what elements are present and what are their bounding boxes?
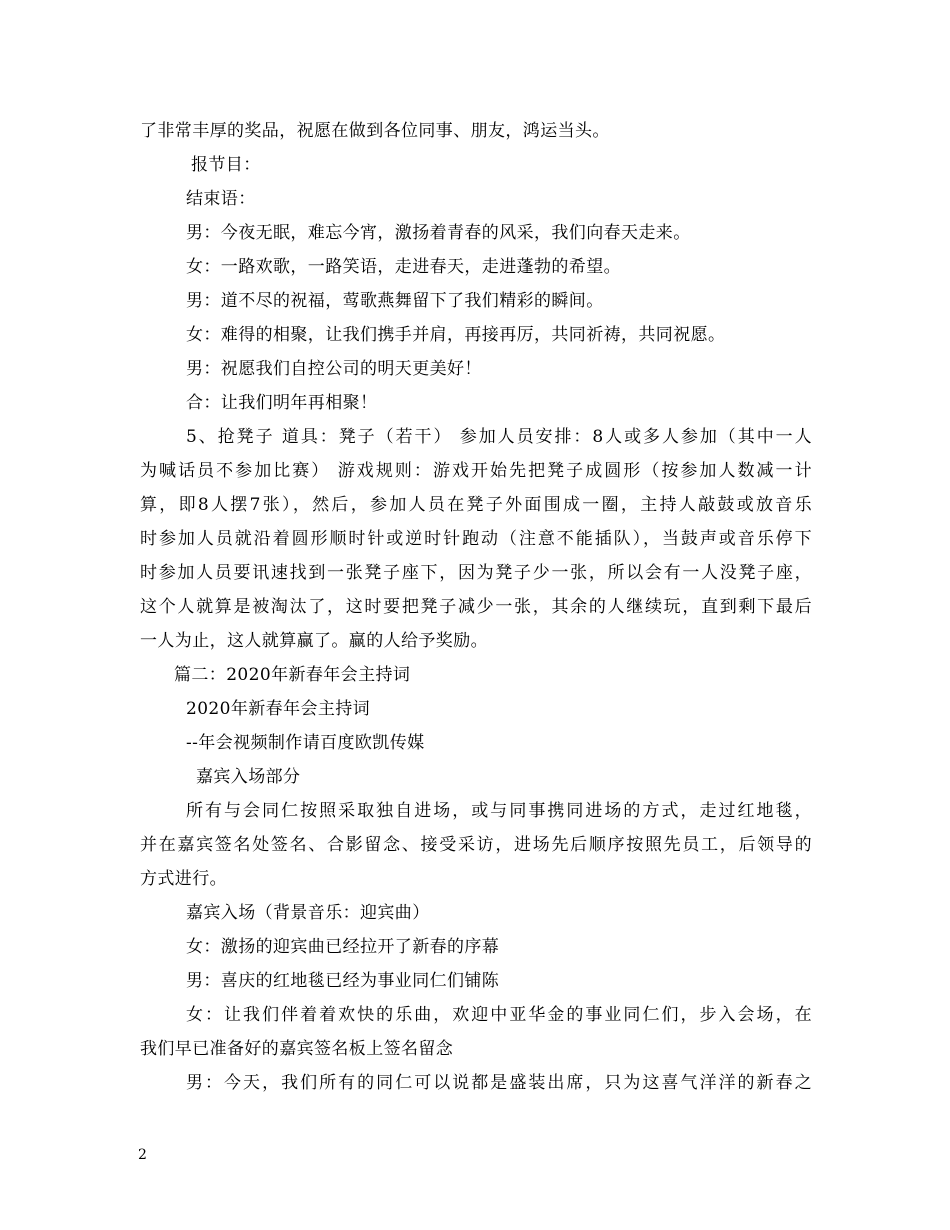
text-line-paragraph: 方式进行。 bbox=[140, 869, 227, 889]
text-line-game-rules: 一人为止，这人就算赢了。赢的人给予奖励。 bbox=[140, 631, 488, 651]
text-line-dialogue: 男：道不尽的祝福，莺歌燕舞留下了我们精彩的瞬间。 bbox=[186, 291, 604, 311]
text-line-continuation: 了非常丰厚的奖品，祝愿在做到各位同事、朋友，鸿运当头。 bbox=[140, 121, 610, 141]
text-line-dialogue: 女：激扬的迎宾曲已经拉开了新春的序幕 bbox=[186, 937, 500, 957]
subsection-heading: 嘉宾入场部分 bbox=[196, 767, 301, 787]
section-title: 2020年新春年会主持词 bbox=[186, 699, 371, 719]
text-line-entrance-heading: 嘉宾入场（背景音乐：迎宾曲） bbox=[186, 903, 430, 923]
text-line-game-rules: 这个人就算是被淘汰了，这时要把凳子减少一张，其余的人继续玩，直到剩下最后 bbox=[140, 597, 812, 617]
text-line-dialogue: 合：让我们明年再相聚！ bbox=[186, 393, 378, 413]
text-line-dialogue: 我们早已准备好的嘉宾签名板上签名留念 bbox=[140, 1039, 454, 1059]
text-line-paragraph: 并在嘉宾签名处签名、合影留念、接受采访，进场先后顺序按照先员工，后领导的 bbox=[140, 835, 812, 855]
text-line-dialogue: 男：今天，我们所有的同仁可以说都是盛装出席，只为这喜气洋洋的新春之 bbox=[186, 1073, 812, 1093]
text-line-dialogue: 男：今夜无眠，难忘今宵，激扬着青春的风采，我们向春天走来。 bbox=[186, 223, 691, 243]
text-line-program-heading: 报节目： bbox=[191, 155, 261, 175]
text-line-dialogue: 女：一路欢歌，一路笑语，走进春天，走进蓬勃的希望。 bbox=[186, 257, 621, 277]
text-line-dialogue: 女：难得的相聚，让我们携手并肩，再接再厉，共同祈祷，共同祝愿。 bbox=[186, 325, 726, 345]
text-line-dialogue: 女：让我们伴着着欢快的乐曲，欢迎中亚华金的事业同仁们，步入会场，在 bbox=[186, 1005, 812, 1025]
text-line-dialogue: 男：喜庆的红地毯已经为事业同仁们铺陈 bbox=[186, 971, 500, 991]
text-line-game-rules: 为喊话员不参加比赛） 游戏规则：游戏开始先把凳子成圆形（按参加人数减一计 bbox=[140, 461, 812, 481]
text-line-game-rules: 时参加人员要讯速找到一张凳子座下，因为凳子少一张，所以会有一人没凳子座， bbox=[140, 563, 812, 583]
text-line-dialogue: 男：祝愿我们自控公司的明天更美好！ bbox=[186, 359, 482, 379]
section-heading: 篇二：2020年新春年会主持词 bbox=[174, 665, 411, 685]
page-number: 2 bbox=[138, 1147, 147, 1163]
text-line-game-rules: 时参加人员就沿着圆形顺时针或逆时针跑动（注意不能插队），当鼓声或音乐停下 bbox=[140, 529, 812, 549]
text-line-closing-heading: 结束语： bbox=[186, 189, 256, 209]
text-line-game-rules: 5、抢凳子 道具：凳子（若干） 参加人员安排：8人或多人参加（其中一人 bbox=[186, 427, 812, 447]
text-line-game-rules: 算，即8人摆7张），然后，参加人员在凳子外面围成一圈，主持人敲鼓或放音乐 bbox=[140, 495, 812, 515]
text-line-paragraph: 所有与会同仁按照采取独自进场，或与同事携同进场的方式，走过红地毯， bbox=[186, 801, 812, 821]
section-subtitle: --年会视频制作请百度欧凯传媒 bbox=[186, 733, 425, 753]
document-body bbox=[140, 114, 812, 1100]
